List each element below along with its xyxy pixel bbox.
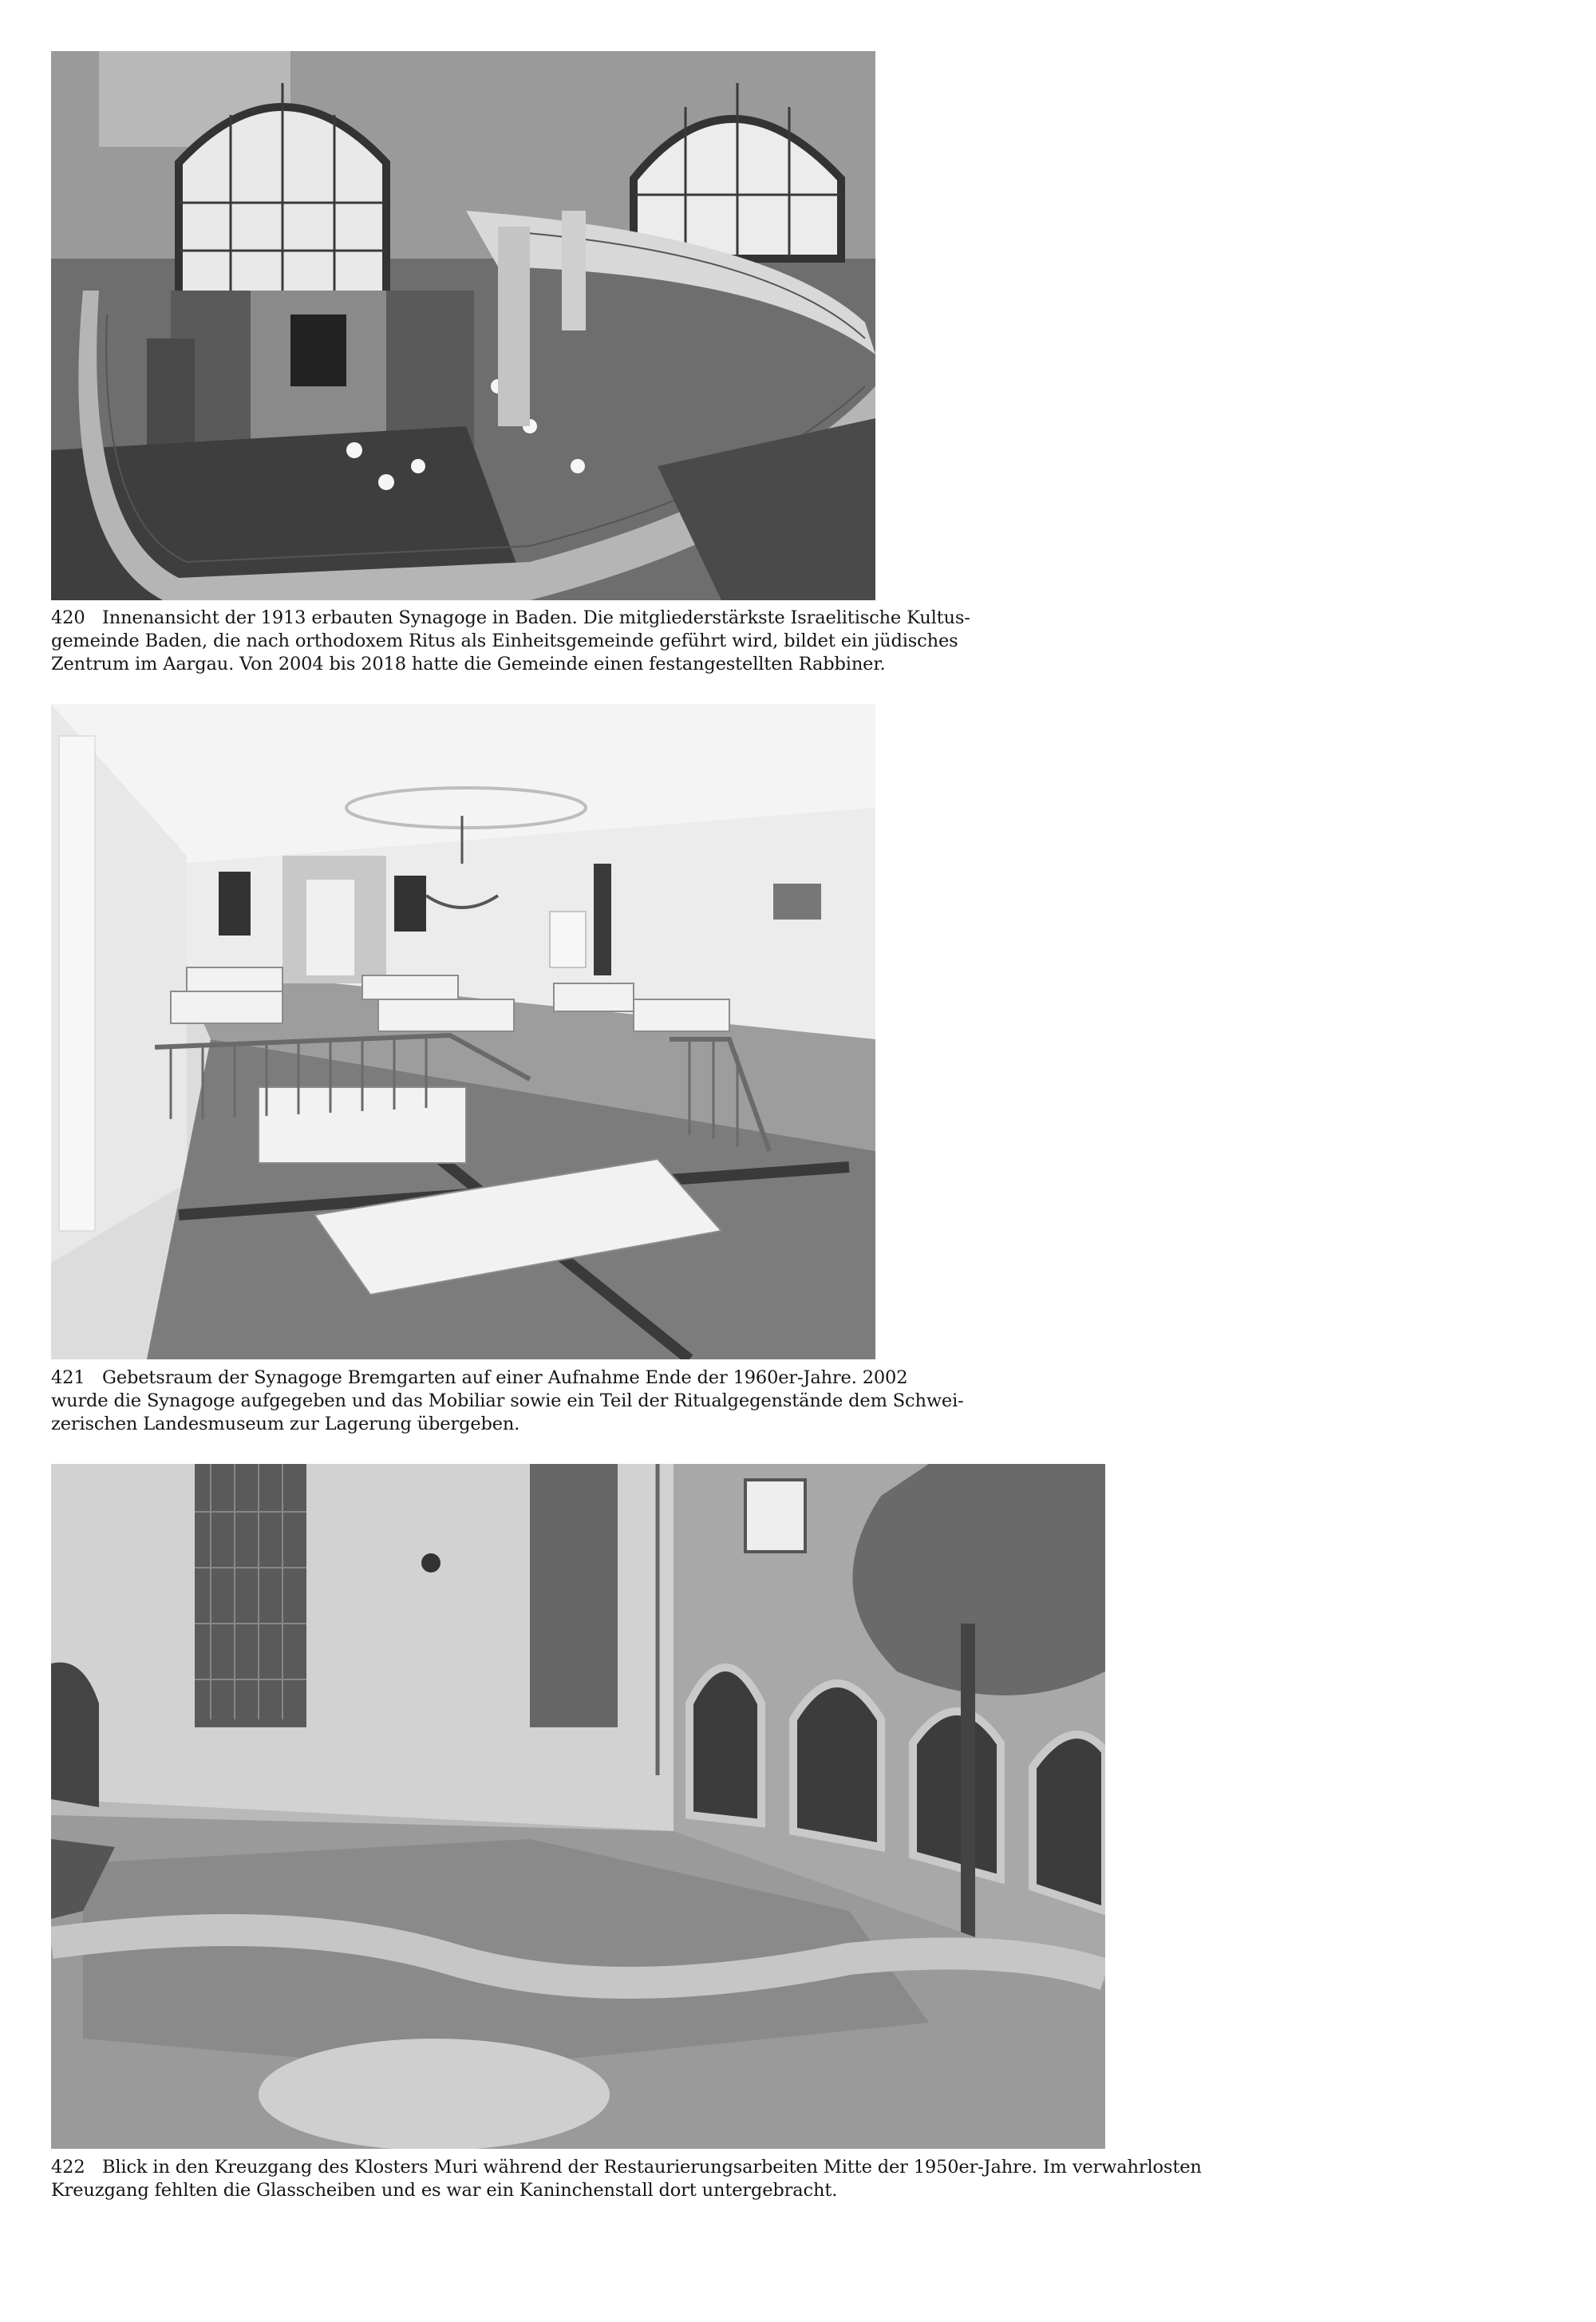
caption-line: 421 Gebetsraum der Synagoge Bremgarten auf einer Aufnahme Ende der 1960er-Jahre. 2002 (51, 1367, 908, 1388)
caption-line: 422 Blick in den Kreuzgang des Klosters Muri während der Restaurierungsarbeiten Mitte der 1950er-Jahre. Im verwahrlosten (51, 2157, 1202, 2178)
caption-line: 420 Innenansicht der 1913 erbauten Synagoge in Baden. Die mitgliederstärkste Israelitische Kultus- (51, 607, 970, 628)
figure-number: 422 (51, 2157, 85, 2178)
figure-420-caption (51, 607, 970, 676)
figure-421-caption (51, 1367, 964, 1436)
photo-synagogue-baden (51, 51, 875, 600)
figure-number: 420 (51, 607, 85, 628)
caption-line: Kreuzgang fehlten die Glasscheiben und es war ein Kaninchenstall dort untergebracht. (51, 2180, 838, 2201)
caption-line: Zentrum im Aargau. Von 2004 bis 2018 hatte die Gemeinde einen festangestellten Rabbiner. (51, 654, 886, 674)
figure-number: 421 (51, 1367, 85, 1388)
caption-line: wurde die Synagoge aufgegeben und das Mobiliar sowie ein Teil der Ritualgegenstände dem Schwei- (51, 1390, 964, 1411)
figure-422-caption (51, 2156, 1202, 2202)
caption-line: gemeinde Baden, die nach orthodoxem Ritus als Einheitsgemeinde geführt wird, bildet ein jüdisches (51, 631, 958, 651)
caption-line: zerischen Landesmuseum zur Lagerung übergeben. (51, 1414, 520, 1434)
photo-synagogue-bremgarten (51, 704, 875, 1359)
photo-kreuzgang-muri (51, 1464, 1105, 2149)
